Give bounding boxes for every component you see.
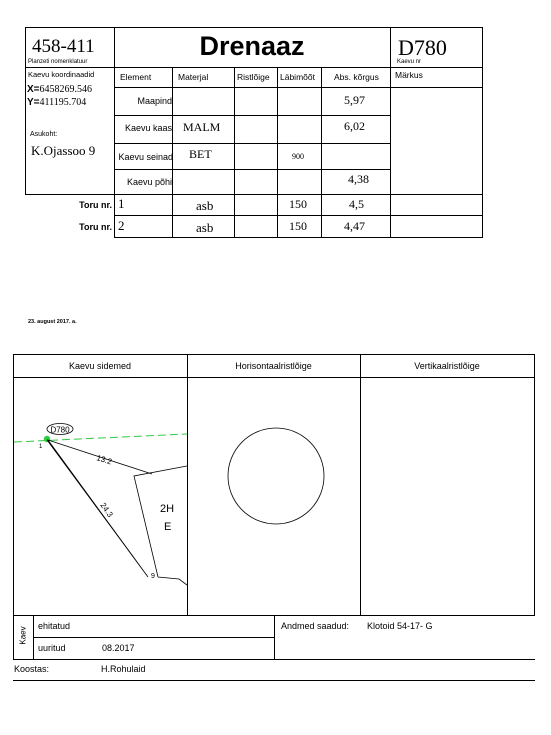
survey-line	[14, 434, 187, 442]
author-label: Koostas:	[14, 664, 50, 674]
point-1-label: 1	[39, 444, 43, 450]
pipe-num: 2	[118, 218, 125, 233]
location-value: K.Ojassoo 9	[31, 143, 96, 158]
row-height: 4,38	[348, 172, 369, 186]
col-diameter: Läbimõõt	[280, 72, 315, 82]
col-material: Materjal	[178, 72, 209, 82]
building-outline	[134, 466, 187, 585]
building-label-2: E	[164, 521, 172, 533]
inspected-date: 08.2017	[102, 643, 135, 653]
dim-label-2: 24.3	[98, 500, 115, 519]
point-9-label: 9	[151, 573, 155, 580]
y-label: Y=	[27, 97, 40, 108]
building-label-1: 2H	[160, 503, 175, 515]
horizontal-section-sketch	[188, 378, 360, 615]
y-coord	[27, 97, 86, 108]
document-date: 23. august 2017. a.	[28, 319, 77, 325]
author-value: H.Rohulaid	[101, 664, 146, 674]
col-abs-height: Abs. kõrgus	[334, 72, 379, 82]
row-element: Kaevu kaas	[124, 123, 172, 133]
panel-title-vertical: Vertikaalristlõige	[414, 361, 480, 371]
built-label: ehitatud	[38, 621, 71, 631]
pipe-diameter: 150	[289, 197, 307, 211]
row-material: MALM	[183, 120, 221, 134]
pipe-height: 4,5	[349, 197, 364, 211]
pipe-material: asb	[196, 220, 214, 235]
row-diameter: 900	[292, 152, 304, 161]
location-label: Asukoht:	[30, 131, 58, 138]
data-source-label: Andmed saadud:	[281, 621, 350, 631]
row-height: 6,02	[344, 119, 365, 133]
connections-sketch	[14, 378, 187, 615]
row-element: Kaevu põhi	[126, 177, 172, 187]
nomenclature-number: 458-411	[32, 36, 95, 57]
col-cross-section: Ristlõige	[237, 72, 270, 82]
col-element: Element	[120, 72, 152, 82]
side-label: Kaev	[18, 626, 28, 645]
x-label: X=	[27, 84, 40, 95]
pipe-height: 4,47	[344, 219, 365, 233]
row-height: 5,97	[344, 93, 365, 107]
row-material: BET	[189, 147, 212, 161]
well-circle	[228, 428, 324, 524]
well-id: D780	[398, 35, 447, 60]
pipe-label: Toru nr.	[79, 222, 112, 232]
panel-title-connections: Kaevu sidemed	[68, 361, 132, 371]
nomenclature-label: Planzeti nomenklatuur	[28, 59, 88, 65]
x-value: 6458269.546	[39, 84, 93, 95]
pipe-material: asb	[196, 198, 214, 213]
dim-label-1: 13.2	[95, 453, 113, 467]
coords-label: Kaevu koordinaadid	[28, 70, 95, 79]
pipe-label: Toru nr.	[79, 200, 112, 210]
row-element: Maapind	[137, 96, 172, 106]
col-note: Märkus	[395, 70, 423, 80]
well-id-label: Kaevu nr	[397, 59, 422, 65]
pipe-num: 1	[118, 196, 125, 211]
panel-title-horizontal: Horisontaalristlõige	[235, 361, 312, 371]
data-source-value: Klotoid 54-17- G	[367, 621, 433, 631]
card-title: Drenaaz	[199, 31, 305, 61]
well-label: D780	[50, 425, 70, 435]
row-element: Kaevu seinad	[118, 152, 173, 162]
y-value: 411195.704	[39, 97, 87, 108]
pipe-diameter: 150	[289, 219, 307, 233]
inspected-label: uuritud	[38, 643, 66, 653]
x-coord	[27, 84, 92, 95]
